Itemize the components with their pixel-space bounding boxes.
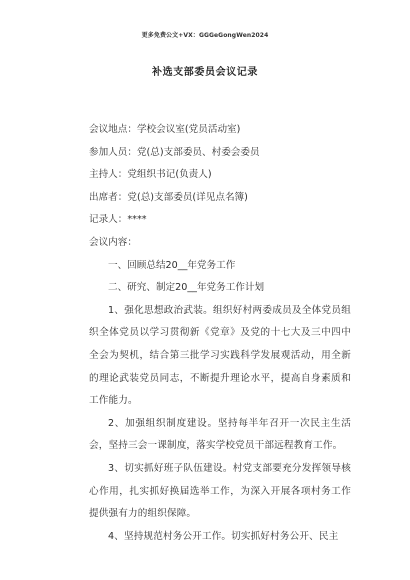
meta-attendees: 出席者：党(总)支部委员(详见点名簿) (89, 191, 248, 203)
meta-location: 会议地点：学校会议室(党员活动室) (89, 124, 241, 135)
paragraph-3: 3、切实抓好班子队伍建设。村党支部要充分发挥领导核心作用，扎实抓好换届选举工作，为深入开展各项村务工作提供强有力的组织保障。 (89, 462, 351, 520)
paragraph-2: 2、加强组织制度建设。坚持每半年召开一次民主生活会，坚持三会一课制度，落实学校党员干部远程教育工作。 (89, 417, 351, 452)
header-note: 更多免费公文+VX：GGGeGongWen2024 (141, 32, 269, 39)
meta-host: 主持人：党组织书记(负责人) (89, 169, 212, 181)
paragraph-1: 1、强化思想政治武装。组织好村两委成员及全体党员组织全体党员以学习贯彻新《党章》及党的十七大及三中四中全会为契机，结合第三批学习实践科学发展观活动，用全新的理论武装党员同志，不断提升理论水平，提高自身素质和工作能力。 (89, 304, 351, 407)
document-title: 补选支部委员会议记录 (152, 67, 258, 78)
meta-content-label: 会议内容： (89, 236, 137, 248)
meta-recorder: 记录人：**** (89, 214, 147, 226)
section-heading-2: 二、研究、制定20__年党务工作计划 (108, 282, 265, 294)
section-heading-1: 一、回顾总结20__年党务工作 (108, 259, 236, 271)
paragraph-4: 4、坚持规范村务公开工作。切实抓好村务公开、民主 (108, 530, 339, 542)
meta-participants: 参加人员：党(总)支部委员、村委会委员 (89, 146, 260, 158)
document-body (89, 119, 351, 548)
